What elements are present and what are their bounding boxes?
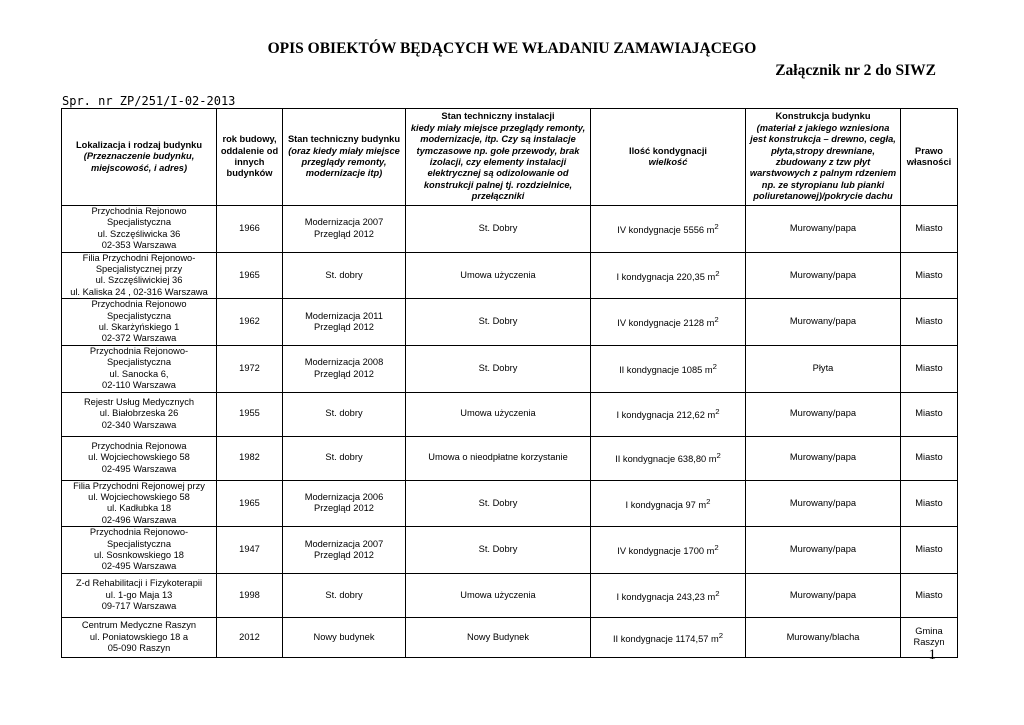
floors-text: I kondygnacja 220,35 m [616, 271, 716, 282]
area-unit-superscript: 2 [714, 315, 719, 325]
page-number: 1 [928, 647, 936, 663]
table-row [62, 345, 958, 392]
install-state-cell-text: Umowa o nieodpłatne korzystanie [428, 452, 568, 463]
header-location [62, 109, 217, 206]
tech-state-cell [283, 206, 406, 253]
location-cell-line: Filia Przychodni Rejonowej przy [73, 480, 205, 491]
location-cell-line: ul. 1-go Maja 13 [105, 589, 173, 600]
location-cell [62, 206, 217, 253]
location-cell-line: 02-372 Warszawa [101, 333, 177, 344]
install-state-cell-text: St. Dobry [478, 497, 518, 508]
location-cell-line: Z-d Rehabilitacji i Fizykoterapii [75, 578, 203, 589]
year-cell [217, 299, 283, 346]
table-row [62, 206, 958, 253]
header-construction [746, 109, 901, 206]
tech-state-cell-line: Modernizacja 2007 [304, 217, 384, 228]
ownership-cell-line: Miasto [915, 362, 943, 373]
location-cell-line: ul. Poniatowskiego 18 a [89, 631, 189, 642]
construction-cell [746, 392, 901, 436]
install-state-cell-text: Nowy Budynek [466, 631, 529, 642]
location-cell [62, 345, 217, 392]
header-ownership-main: Prawo własności [906, 145, 952, 167]
ownership-cell [901, 436, 958, 480]
ownership-cell [901, 573, 958, 617]
header-floors-sub: wielkość [648, 157, 688, 167]
install-state-cell-text: Umowa użyczenia [460, 269, 536, 280]
ownership-cell-line: Raszyn [913, 637, 945, 648]
location-cell-line: ul. Wojciechowskiego 58 [88, 452, 190, 463]
install-state-cell-text: Umowa użyczenia [460, 589, 536, 600]
header-install-state [406, 109, 591, 206]
tech-state-cell [283, 573, 406, 617]
year-cell [217, 252, 283, 299]
floors-text: IV kondygnacje 2128 m [617, 318, 715, 329]
header-floors-main: Ilość kondygnacji [628, 145, 707, 156]
location-cell-line: Przychodnia Rejonowo- [89, 345, 189, 356]
install-state-cell-text: St. Dobry [478, 223, 518, 234]
year-cell [217, 436, 283, 480]
floors-text: II kondygnacje 1085 m [619, 365, 713, 376]
tech-state-cell-line: St. dobry [325, 452, 363, 463]
table-row [62, 573, 958, 617]
area-unit-superscript: 2 [716, 451, 721, 461]
year-cell-text: 2012 [239, 631, 260, 642]
floors-cell [591, 436, 746, 480]
tech-state-cell-line: Modernizacja 2011 [305, 310, 383, 321]
year-cell [217, 480, 283, 527]
location-cell-line: ul. Skarżyńskiego 1 [98, 322, 180, 333]
install-state-cell-text: St. Dobry [478, 362, 518, 373]
header-location-sub: (Przeznaczenie budynku, miejscowość, i adres) [83, 151, 195, 173]
construction-cell [746, 345, 901, 392]
table-row [62, 392, 958, 436]
location-cell-line: Filia Przychodni Rejonowo- [82, 252, 196, 263]
ownership-cell [901, 252, 958, 299]
document-title: OPIS OBIEKTÓW BĘDĄCYCH WE WŁADANIU ZAMAWIAJĄCEGO [267, 40, 757, 57]
table-body [62, 206, 958, 658]
install-state-cell [406, 480, 591, 527]
year-cell-text: 1998 [239, 589, 260, 600]
construction-cell [746, 252, 901, 299]
install-state-cell [406, 436, 591, 480]
year-cell [217, 206, 283, 253]
floors-text: I kondygnacja 243,23 m [616, 591, 716, 602]
year-cell-text: 1947 [239, 544, 260, 555]
header-tech-state [283, 109, 406, 206]
tech-state-cell-line: Przegląd 2012 [314, 228, 374, 239]
area-unit-superscript: 2 [714, 222, 719, 232]
floors-text: IV kondygnacje 5556 m [617, 225, 715, 236]
case-reference: Spr. nr ZP/251/I-02-2013 [62, 94, 236, 108]
objects-table [61, 108, 958, 658]
area-unit-superscript: 2 [718, 630, 724, 640]
tech-state-cell-line: Modernizacja 2007 [304, 538, 384, 549]
ownership-cell-line: Miasto [915, 408, 943, 419]
location-cell-line: Specjalistyczna [106, 357, 172, 368]
floors-text: II kondygnacje 1174,57 m [612, 633, 719, 644]
location-cell-line: Przychodnia Rejonowo [91, 299, 187, 310]
tech-state-cell-line: Przegląd 2012 [314, 368, 374, 379]
ownership-cell-line: Gmina [915, 625, 943, 636]
location-cell-line: ul. Sosnkowskiego 18 [94, 549, 184, 560]
table-row [62, 436, 958, 480]
year-cell-text: 1966 [239, 223, 260, 234]
ownership-cell-line: Miasto [915, 589, 943, 600]
location-cell-line: Specjalistyczna [106, 217, 172, 228]
install-state-cell [406, 252, 591, 299]
construction-cell [746, 206, 901, 253]
tech-state-cell-line: Nowy budynek [313, 631, 375, 642]
area-unit-superscript: 2 [706, 496, 711, 506]
attachment-label: Załącznik nr 2 do SIWZ [775, 62, 936, 79]
construction-cell-text: Murowany/papa [789, 544, 857, 555]
floors-text: I kondygnacja 97 m [625, 499, 707, 510]
location-cell [62, 527, 217, 574]
table-row [62, 617, 958, 657]
location-cell-line: 02-495 Warszawa [101, 463, 177, 474]
install-state-cell-text: St. Dobry [478, 316, 518, 327]
tech-state-cell [283, 527, 406, 574]
ownership-cell [901, 206, 958, 253]
construction-cell-text: Murowany/papa [789, 223, 857, 234]
construction-cell [746, 299, 901, 346]
tech-state-cell-line: Modernizacja 2006 [304, 491, 384, 502]
location-cell-line: ul. Kaliska 24 , 02-316 Warszawa [70, 286, 208, 297]
tech-state-cell [283, 252, 406, 299]
tech-state-cell [283, 480, 406, 527]
construction-cell [746, 573, 901, 617]
floors-text: IV kondygnacje 1700 m [617, 546, 715, 557]
floors-cell [591, 527, 746, 574]
header-year [217, 109, 283, 206]
install-state-cell [406, 299, 591, 346]
location-cell-line: Rejestr Usług Medycznych [83, 396, 195, 407]
location-cell-line: Specjalistyczna [106, 538, 172, 549]
header-row [62, 109, 958, 206]
location-cell-line: ul. Białobrzeska 26 [99, 408, 179, 419]
ownership-cell [901, 527, 958, 574]
header-construction-sub: (materiał z jakiego wzniesiona jest konstrukcja – drewno, cegła, płyta,stropy drewniane, zbudowany z tzw płyt warstwowych z palnym rdzeniem np. ze styropianu lub pianki poliuretanowej)/pokrycie dachu [749, 122, 897, 202]
area-unit-superscript: 2 [715, 407, 720, 417]
floors-cell [591, 206, 746, 253]
table-header [62, 109, 958, 206]
install-state-cell [406, 392, 591, 436]
ownership-cell-line: Miasto [915, 316, 943, 327]
location-cell [62, 617, 217, 657]
table-row [62, 480, 958, 527]
construction-cell [746, 480, 901, 527]
construction-cell-text: Murowany/papa [789, 269, 857, 280]
header-tech-state-sub: (oraz kiedy miały miejsce przeglądy remonty, modernizacje itp) [288, 145, 400, 179]
ownership-cell-line: Miasto [915, 269, 943, 280]
ownership-cell-line: Miasto [915, 452, 943, 463]
location-cell-line: Przychodnia Rejonowo [91, 206, 187, 216]
area-unit-superscript: 2 [715, 268, 720, 278]
install-state-cell [406, 617, 591, 657]
ownership-cell [901, 392, 958, 436]
location-cell [62, 252, 217, 299]
header-install-state-sub: kiedy miały miejsce przeglądy remonty, modernizacje, itp. Czy są instalacje tymczasowe np. gołe przewody, brak izolacji, czy elementy instalacji elektrycznej są odizolowanie od konstrukcji palnej tj. rozdzielnice, przełączniki [410, 122, 586, 202]
location-cell [62, 299, 217, 346]
floors-text: I kondygnacja 212,62 m [616, 410, 716, 421]
tech-state-cell [283, 392, 406, 436]
year-cell-text: 1962 [239, 316, 260, 327]
header-tech-state-main: Stan techniczny budynku [287, 134, 401, 145]
floors-cell [591, 392, 746, 436]
year-cell [217, 573, 283, 617]
location-cell-line: Specjalistyczna [106, 310, 172, 321]
construction-cell-text: Murowany/papa [789, 497, 857, 508]
construction-cell-text: Murowany/papa [789, 316, 857, 327]
location-cell [62, 392, 217, 436]
floors-cell [591, 252, 746, 299]
location-cell-line: 02-496 Warszawa [101, 514, 177, 525]
tech-state-cell-line: Przegląd 2012 [314, 549, 374, 560]
location-cell-line: 02-495 Warszawa [101, 561, 177, 572]
floors-cell [591, 345, 746, 392]
floors-text: II kondygnacje 638,80 m [615, 454, 717, 465]
header-floors [591, 109, 746, 206]
install-state-cell [406, 573, 591, 617]
ownership-cell-line: Miasto [915, 497, 943, 508]
tech-state-cell-line: Przegląd 2012 [314, 503, 374, 514]
header-year-main: rok budowy, oddalenie od innych budynków [220, 134, 279, 179]
ownership-cell [901, 480, 958, 527]
location-cell-line: Specjalistycznej przy [95, 264, 183, 275]
year-cell [217, 617, 283, 657]
location-cell-line: ul. Kadłubka 18 [106, 503, 172, 514]
table-row [62, 252, 958, 299]
floors-cell [591, 573, 746, 617]
construction-cell [746, 617, 901, 657]
tech-state-cell-line: Przegląd 2012 [314, 322, 374, 333]
header-construction-main: Konstrukcja budynku [775, 111, 871, 122]
header-location-main: Lokalizacja i rodzaj budynku [75, 139, 203, 150]
tech-state-cell-line: Modernizacja 2008 [304, 357, 384, 368]
construction-cell-text: Płyta [812, 362, 834, 373]
install-state-cell-text: Umowa użyczenia [460, 408, 536, 419]
header-install-state-main: Stan techniczny instalacji [441, 111, 555, 122]
location-cell-line: Przychodnia Rejonowa [91, 440, 187, 451]
install-state-cell [406, 527, 591, 574]
construction-cell [746, 527, 901, 574]
tech-state-cell [283, 345, 406, 392]
area-unit-superscript: 2 [714, 543, 719, 553]
location-cell-line: 02-110 Warszawa [102, 380, 176, 391]
ownership-cell-line: Miasto [915, 223, 943, 234]
floors-cell [591, 299, 746, 346]
table-row [62, 527, 958, 574]
year-cell [217, 527, 283, 574]
area-unit-superscript: 2 [715, 588, 720, 598]
year-cell-text: 1955 [239, 408, 260, 419]
location-cell-line: ul. Szczęśliwicka 36 [97, 228, 181, 239]
location-cell [62, 480, 217, 527]
tech-state-cell [283, 436, 406, 480]
year-cell-text: 1965 [239, 497, 260, 508]
table-row [62, 299, 958, 346]
location-cell-line: 02-353 Warszawa [101, 240, 177, 251]
location-cell-line: ul. Sanocka 6, [109, 368, 169, 379]
year-cell [217, 345, 283, 392]
ownership-cell [901, 345, 958, 392]
install-state-cell [406, 206, 591, 253]
year-cell-text: 1972 [239, 362, 260, 373]
tech-state-cell-line: St. dobry [325, 269, 363, 280]
floors-cell [591, 617, 746, 657]
year-cell [217, 392, 283, 436]
location-cell-line: 09-717 Warszawa [101, 600, 177, 611]
area-unit-superscript: 2 [712, 361, 717, 371]
tech-state-cell-line: St. dobry [325, 408, 363, 419]
ownership-cell [901, 299, 958, 346]
header-ownership [901, 109, 958, 206]
location-cell-line: 05-090 Raszyn [107, 642, 171, 653]
location-cell-line: ul. Szczęśliwickiej 36 [95, 275, 183, 286]
tech-state-cell [283, 617, 406, 657]
location-cell-line: 02-340 Warszawa [101, 419, 177, 430]
tech-state-cell-line: St. dobry [325, 589, 363, 600]
construction-cell [746, 436, 901, 480]
construction-cell-text: Murowany/papa [789, 408, 857, 419]
construction-cell-text: Murowany/papa [789, 589, 857, 600]
tech-state-cell [283, 299, 406, 346]
install-state-cell [406, 345, 591, 392]
location-cell-line: Przychodnia Rejonowo- [89, 527, 189, 538]
location-cell-line: ul. Wojciechowskiego 58 [88, 491, 190, 502]
year-cell-text: 1982 [239, 452, 260, 463]
install-state-cell-text: St. Dobry [478, 544, 518, 555]
construction-cell-text: Murowany/papa [789, 452, 857, 463]
floors-cell [591, 480, 746, 527]
construction-cell-text: Murowany/blacha [786, 631, 860, 642]
location-cell-line: Centrum Medyczne Raszyn [81, 620, 197, 631]
location-cell [62, 573, 217, 617]
ownership-cell-line: Miasto [915, 544, 943, 555]
location-cell [62, 436, 217, 480]
year-cell-text: 1965 [239, 269, 260, 280]
